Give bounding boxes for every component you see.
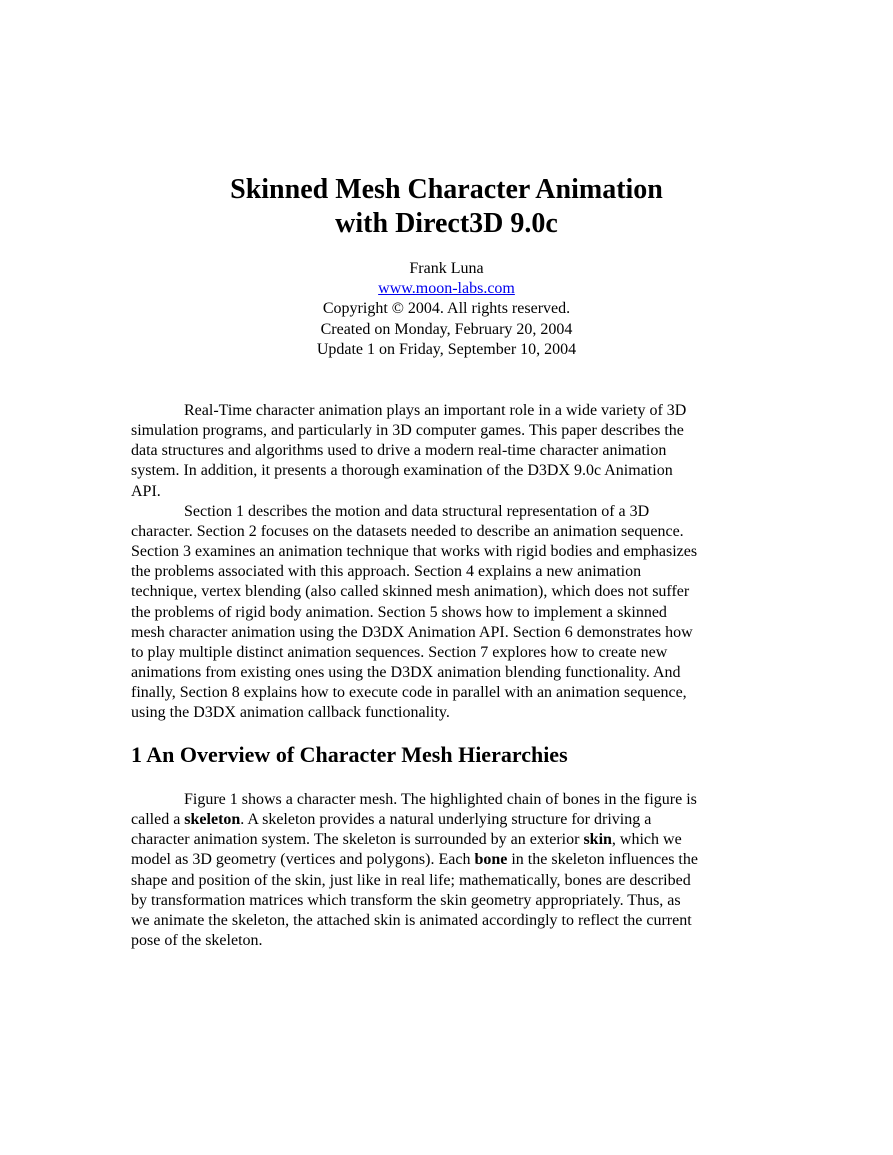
section-1-line: pose of the skeleton.	[131, 932, 263, 950]
intro-p2-line: mesh character animation using the D3DX Animation API. Section 6 demonstrates how	[131, 623, 693, 641]
author-block	[0, 259, 893, 360]
text-run: . A skeleton provides a natural underlying structure for driving a	[240, 811, 652, 829]
section-1-line: by transformation matrices which transform the skin geometry appropriately. Thus, as	[131, 891, 681, 909]
intro-p2-line: character. Section 2 focuses on the datasets needed to describe an animation sequence.	[131, 522, 684, 540]
author-name: Frank Luna	[409, 260, 484, 277]
section-1-line: we animate the skeleton, the attached skin is animated accordingly to reflect the current	[131, 911, 692, 929]
section-1-line: Figure 1 shows a character mesh. The highlighted chain of bones in the figure is	[184, 791, 697, 808]
update-date: Update 1 on Friday, September 10, 2004	[316, 340, 577, 358]
intro-section	[131, 401, 771, 724]
text-run: , which we	[611, 831, 682, 849]
section-1-body	[131, 790, 771, 951]
term-skin: skin	[583, 831, 612, 849]
intro-p2-line: animations from existing ones using the D3DX animation blending functionality. And	[131, 664, 681, 682]
intro-p2-line: the problems associated with this approach. Section 4 explains a new animation	[131, 563, 642, 581]
created-date: Created on Monday, February 20, 2004	[320, 320, 573, 338]
paper-title-line-1: Skinned Mesh Character Animation	[230, 174, 663, 205]
text-run: in the skeleton influences the	[507, 851, 698, 869]
website-link[interactable]: www.moon-labs.com	[378, 280, 515, 298]
intro-p2-line: to play multiple distinct animation sequences. Section 7 explores how to create new	[131, 643, 668, 661]
section-1-line: shape and position of the skin, just like in real life; mathematically, bones are described	[131, 871, 691, 889]
intro-p2-line: finally, Section 8 explains how to execute code in parallel with an animation sequence,	[131, 684, 687, 702]
section-1-line	[131, 810, 771, 830]
intro-p1-line: system. In addition, it presents a thorough examination of the D3DX 9.0c Animation	[131, 462, 673, 480]
copyright-line: Copyright © 2004. All rights reserved.	[322, 300, 571, 318]
term-skeleton: skeleton	[184, 811, 241, 829]
intro-p2-line: technique, vertex blending (also called skinned mesh animation), which does not suffer	[131, 583, 690, 601]
intro-p1-line: API.	[131, 482, 161, 500]
intro-p1-line: data structures and algorithms used to drive a modern real-time character animation	[131, 442, 667, 460]
intro-p2-line: the problems of rigid body animation. Section 5 shows how to implement a skinned	[131, 603, 667, 621]
intro-p2-line: Section 3 examines an animation technique that works with rigid bodies and emphasizes	[131, 543, 698, 561]
intro-p1-line: simulation programs, and particularly in 3D computer games. This paper describes the	[131, 422, 684, 440]
intro-p2-line: Section 1 describes the motion and data structural representation of a 3D	[184, 502, 650, 520]
text-run: model as 3D geometry (vertices and polygons). Each	[131, 851, 475, 869]
section-1-heading: 1 An Overview of Character Mesh Hierarchies	[131, 742, 568, 767]
paper-title-line-2: with Direct3D 9.0c	[335, 208, 558, 239]
section-1-line	[131, 830, 771, 850]
text-run: character animation system. The skeleton is surrounded by an exterior	[131, 831, 584, 849]
text-run: called a	[131, 811, 185, 829]
section-1-line	[131, 850, 771, 870]
intro-p1-line: Real-Time character animation plays an important role in a wide variety of 3D	[184, 402, 687, 419]
intro-p2-line: using the D3DX animation callback functionality.	[131, 704, 450, 722]
term-bone: bone	[474, 851, 508, 869]
